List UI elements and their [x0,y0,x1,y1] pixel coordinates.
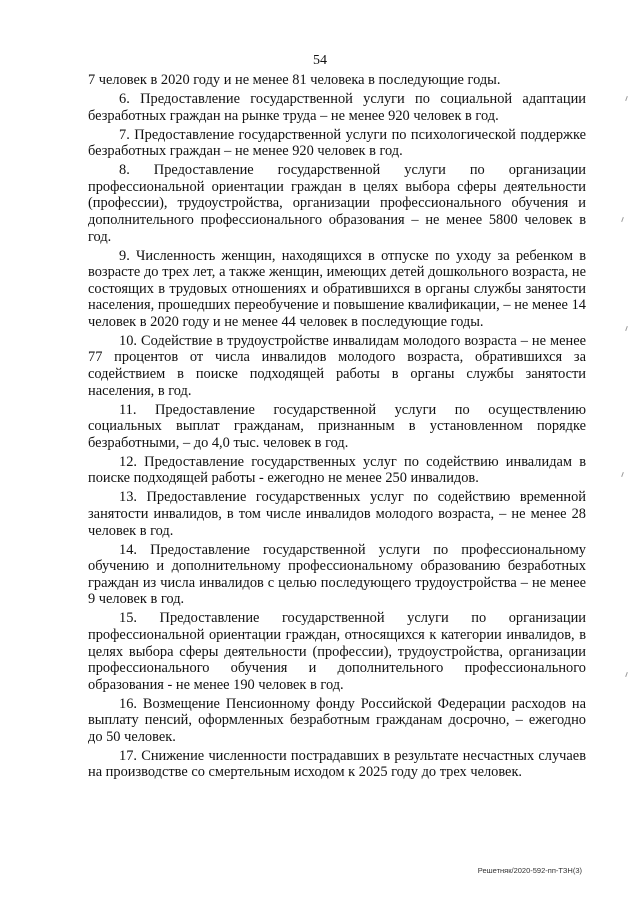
scan-artifact [621,217,624,222]
paragraph-item-6: 6. Предоставление государственной услуги по социальной адаптации безработных граждан на рынке труда – не менее 920 человек в год. [88,90,586,124]
page-number: 54 [313,53,327,68]
document-footer-code: Решетняк/2020-592-пп-ТЗН(3) [477,866,582,875]
paragraph-continuation: 7 человек в 2020 году и не менее 81 человека в последующие годы. [88,72,501,88]
scan-artifact [625,326,628,331]
paragraph-item-7: 7. Предоставление государственной услуги по психологической поддержке безработных граждан – не менее 920 человек в год. [88,126,586,160]
paragraph-item-8: 8. Предоставление государственной услуги по организации профессиональной ориентации граждан в целях выбора сферы деятельности (профессии), трудоустройства, организации профессионального обучения и дополнительного профессионального образования – не менее 5800 человек в год. [88,162,586,245]
paragraph-item-13: 13. Предоставление государственных услуг по содействию временной занятости инвалидов, в том числе инвалидов молодого возраста, – не менее 28 человек в год. [88,489,586,539]
scan-artifact [621,472,624,477]
paragraph-item-10: 10. Содействие в трудоустройстве инвалидам молодого возраста – не менее 77 процентов от числа инвалидов молодого возраста, обратившихся за содействием в поиске подходящей работы в органы службы занятости населения, в год. [88,332,586,399]
paragraph-item-16: 16. Возмещение Пенсионному фонду Российской Федерации расходов на выплату пенсий, оформленных безработным гражданам досрочно, – ежегодно до 50 человек. [88,695,586,745]
paragraph-item-17: 17. Снижение численности пострадавших в результате несчастных случаев на производстве со смертельным исходом к 2025 году до трех человек. [88,747,586,781]
paragraph-item-11: 11. Предоставление государственной услуги по осуществлению социальных выплат гражданам, признанным в установленном порядке безработными, – до 4,0 тыс. человек в год. [88,401,586,451]
paragraph-item-9: 9. Численность женщин, находящихся в отпуске по уходу за ребенком в возрасте до трех лет, а также женщин, имеющих детей дошкольного возраста, не состоящих в трудовых отношениях и обратившихся в органы службы занятости населения, прошедших переобучение и повышение квалификации, – не менее 14 человек в 2020 году и не менее 44 человек в последующие годы. [88,247,586,330]
paragraph-item-12: 12. Предоставление государственных услуг по содействию инвалидам в поиске подходящей работы - ежегодно не менее 250 инвалидов. [88,453,586,487]
paragraph-item-15: 15. Предоставление государственной услуги по организации профессиональной ориентации граждан, относящихся к категории инвалидов, в целях выбора сферы деятельности (профессии), трудоустройства, организации профессионального обучения и дополнительного профессионального образования - не менее 190 человек в год. [88,610,586,693]
scan-artifact [625,96,628,101]
document-body [88,72,586,783]
scan-artifact [625,672,628,677]
paragraph-item-14: 14. Предоставление государственной услуги по профессиональному обучению и дополнительному профессиональному образованию безработных граждан из числа инвалидов с целью последующего трудоустройства – не менее 9 человек в год. [88,541,586,608]
